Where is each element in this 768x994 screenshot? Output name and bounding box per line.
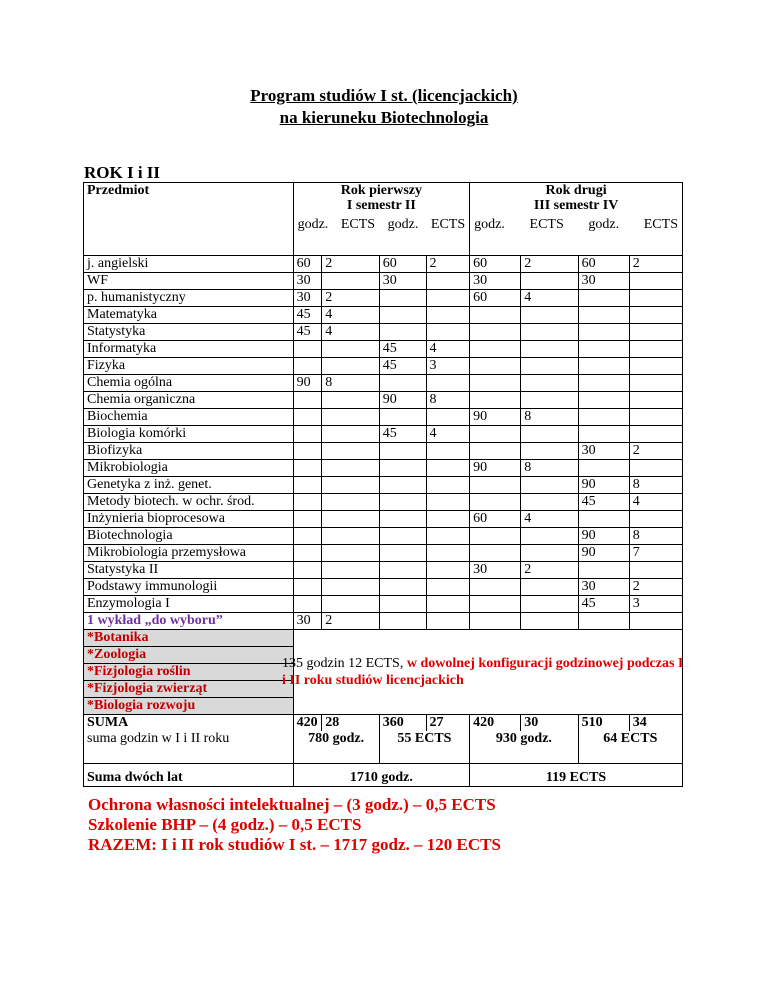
col4-godz-cell	[578, 324, 629, 341]
col4-ects-cell: 2	[629, 443, 682, 460]
subject-row	[84, 460, 683, 477]
col3-godz-cell	[470, 477, 521, 494]
col2-ects-cell	[426, 579, 470, 596]
col1-godz-cell	[293, 477, 322, 494]
col3-ects-cell	[521, 426, 578, 443]
page-title-line-2: na kieruneku Biotechnologia	[279, 108, 489, 127]
col2-ects-cell	[426, 307, 470, 324]
col1-ects-cell	[322, 392, 379, 409]
subject-row	[84, 443, 683, 460]
subject-name: j. angielski	[84, 256, 294, 273]
col1-godz-cell	[293, 579, 322, 596]
col4-godz-cell	[578, 375, 629, 392]
col4-godz-cell: 60	[578, 256, 629, 273]
col3-godz-cell: 60	[470, 511, 521, 528]
col1-ects-cell: 8	[322, 375, 379, 392]
subject-row	[84, 562, 683, 579]
col3-ects-cell	[521, 494, 578, 511]
col2-ects-cell: 3	[426, 358, 470, 375]
subject-row	[84, 579, 683, 596]
col2-godz-cell: 45	[379, 341, 426, 358]
col2-ects-cell	[426, 273, 470, 290]
subject-row	[84, 358, 683, 375]
col3-godz-cell	[470, 341, 521, 358]
col2-godz-cell: 45	[379, 358, 426, 375]
col3-godz-cell: 30	[470, 273, 521, 290]
suma-two-label: Suma dwóch lat	[84, 764, 294, 787]
col3-godz-cell: 90	[470, 460, 521, 477]
col3-ects-cell	[521, 358, 578, 375]
suma-two-ects: 119 ECTS	[470, 764, 683, 787]
footer-line-3: RAZEM: I i II rok studiów I st. – 1717 godz. – 120 ECTS	[88, 835, 501, 854]
col3-godz-cell: 30	[470, 562, 521, 579]
col1-godz-cell	[293, 596, 322, 613]
header-year2	[470, 183, 683, 256]
col2-ects-cell	[426, 596, 470, 613]
subject-row	[84, 511, 683, 528]
col4-godz-cell: 30	[578, 579, 629, 596]
col4-godz-cell	[578, 392, 629, 409]
subject-name: Genetyka z inż. genet.	[84, 477, 294, 494]
elective-zoologia: *Zoologia	[84, 647, 294, 664]
col3-ects-cell	[521, 545, 578, 562]
col4-ects-cell: 2	[629, 256, 682, 273]
col1-ects-cell	[322, 443, 379, 460]
col2-ects-cell	[426, 460, 470, 477]
year1-godz-1: godz.	[297, 217, 329, 232]
col4-godz-cell	[578, 341, 629, 358]
col4-godz-cell: 90	[578, 528, 629, 545]
col1-godz-cell	[293, 545, 322, 562]
col4-godz-cell	[578, 511, 629, 528]
subject-name: Statystyka II	[84, 562, 294, 579]
col4-godz-cell	[578, 358, 629, 375]
col2-ects-cell	[426, 290, 470, 307]
col2-ects-cell	[426, 494, 470, 511]
suma-v8: 34	[629, 715, 682, 732]
suma-v6: 30	[521, 715, 578, 732]
col1-godz-cell: 45	[293, 324, 322, 341]
suma-label: SUMA	[84, 715, 294, 732]
header-year1	[293, 183, 470, 256]
col1-ects-cell	[322, 460, 379, 477]
footer-line-1: Ochrona własności intelektualnej – (3 godz.) – 0,5 ECTS	[88, 795, 496, 814]
col1-godz-cell: 30	[293, 273, 322, 290]
subject-row	[84, 392, 683, 409]
col1-ects-cell	[322, 528, 379, 545]
col4-godz-cell	[578, 290, 629, 307]
col4-ects-cell	[629, 290, 682, 307]
subject-row	[84, 307, 683, 324]
col1-ects-cell	[322, 477, 379, 494]
col3-godz-cell	[470, 426, 521, 443]
col3-ects-cell	[521, 596, 578, 613]
col3-godz-cell	[470, 443, 521, 460]
col3-ects-cell	[521, 528, 578, 545]
col4-godz-cell: 45	[578, 596, 629, 613]
suma-two-hours: 1710 godz.	[293, 764, 470, 787]
col4-ects-cell	[629, 324, 682, 341]
col2-ects-cell	[426, 528, 470, 545]
subject-name: Fizyka	[84, 358, 294, 375]
col3-ects-cell: 4	[521, 290, 578, 307]
col2-ects-cell	[426, 562, 470, 579]
subject-name: Mikrobiologia	[84, 460, 294, 477]
col3-godz-cell	[470, 579, 521, 596]
elective-note	[282, 655, 687, 689]
col4-godz-cell	[578, 460, 629, 477]
subject-name: Inżynieria bioprocesowa	[84, 511, 294, 528]
col3-godz-cell	[470, 324, 521, 341]
col3-ects-cell: 2	[521, 562, 578, 579]
subject-name: Matematyka	[84, 307, 294, 324]
subject-name: Chemia organiczna	[84, 392, 294, 409]
col2-godz-cell	[379, 460, 426, 477]
col4-godz-cell: 30	[578, 273, 629, 290]
col3-ects-cell	[521, 324, 578, 341]
col2-ects-cell	[426, 409, 470, 426]
col1-ects-cell	[322, 596, 379, 613]
subject-row	[84, 477, 683, 494]
col4-ects-cell	[629, 273, 682, 290]
col1-ects-cell: 2	[322, 256, 379, 273]
subject-name: p. humanistyczny	[84, 290, 294, 307]
year1-ects-1: ECTS	[340, 217, 376, 232]
year2-title: Rok drugi	[545, 183, 607, 198]
col3-godz-cell: 60	[470, 290, 521, 307]
subject-name: Statystyka	[84, 324, 294, 341]
col4-godz-cell	[578, 426, 629, 443]
col4-godz-cell: 45	[578, 494, 629, 511]
col2-godz-cell	[379, 375, 426, 392]
year2-godz-2: godz.	[588, 217, 620, 232]
subject-name: Metody biotech. w ochr. środ.	[84, 494, 294, 511]
col1-ects-cell	[322, 426, 379, 443]
subject-row	[84, 341, 683, 358]
header-subject: Przedmiot	[84, 183, 294, 256]
col2-godz-cell	[379, 477, 426, 494]
col2-ects-cell: 2	[426, 256, 470, 273]
col4-godz-cell: 90	[578, 477, 629, 494]
year1-ects: 55 ECTS	[379, 731, 469, 764]
year1-semesters: I semestr II	[346, 198, 416, 213]
year1-godz-2: godz.	[387, 217, 419, 232]
elective-note-red: w dowolnej konfiguracji godzinowej podczas I i II roku studiów licencjackich	[282, 656, 684, 688]
subject-name: Biofizyka	[84, 443, 294, 460]
col2-godz-cell: 45	[379, 426, 426, 443]
col4-godz-cell	[578, 409, 629, 426]
year2-ects-1: ECTS	[529, 217, 564, 232]
col4-godz-cell: 30	[578, 443, 629, 460]
col2-godz-cell	[379, 409, 426, 426]
elective-fizjologia-zwierzat: *Fizjologia zwierząt	[84, 681, 294, 698]
col1-godz-cell	[293, 494, 322, 511]
subject-name: Mikrobiologia przemysłowa	[84, 545, 294, 562]
col2-godz-cell	[379, 494, 426, 511]
col1-ects-cell: 4	[322, 307, 379, 324]
subject-name: Biologia komórki	[84, 426, 294, 443]
col2-godz-cell	[379, 511, 426, 528]
subject-name: Informatyka	[84, 341, 294, 358]
col3-godz-cell	[470, 545, 521, 562]
year2-ects-2: ECTS	[643, 217, 678, 232]
suma-v1: 420	[293, 715, 322, 732]
col3-ects-cell	[521, 392, 578, 409]
col1-ects-cell	[322, 562, 379, 579]
col2-godz-cell	[379, 324, 426, 341]
col3-ects-cell: 8	[521, 409, 578, 426]
col2-godz-cell: 90	[379, 392, 426, 409]
col1-godz-cell	[293, 341, 322, 358]
col4-ects-cell: 4	[629, 494, 682, 511]
col4-ects-cell: 8	[629, 477, 682, 494]
suma-years-label: suma godzin w I i II roku	[84, 731, 294, 764]
col2-godz-cell	[379, 562, 426, 579]
elective-godz: 30	[293, 613, 322, 630]
col3-godz-cell	[470, 375, 521, 392]
col3-ects-cell	[521, 477, 578, 494]
elective-botanika: *Botanika	[84, 630, 294, 647]
year2-semesters: III semestr IV	[533, 198, 619, 213]
elective-ects: 2	[322, 613, 379, 630]
col4-ects-cell	[629, 392, 682, 409]
col2-ects-cell: 4	[426, 426, 470, 443]
col4-ects-cell	[629, 409, 682, 426]
col3-ects-cell: 8	[521, 460, 578, 477]
footer-line-2: Szkolenie BHP – (4 godz.) – 0,5 ECTS	[88, 815, 362, 834]
col1-ects-cell	[322, 545, 379, 562]
elective-note-black: 135 godzin 12 ECTS,	[282, 656, 407, 671]
year1-ects-2: ECTS	[430, 217, 466, 232]
col1-godz-cell: 60	[293, 256, 322, 273]
col3-ects-cell	[521, 307, 578, 324]
col4-ects-cell: 7	[629, 545, 682, 562]
col4-ects-cell	[629, 511, 682, 528]
subject-row	[84, 375, 683, 392]
col1-godz-cell	[293, 426, 322, 443]
col4-ects-cell	[629, 307, 682, 324]
col3-ects-cell: 2	[521, 256, 578, 273]
col2-godz-cell	[379, 596, 426, 613]
col1-godz-cell	[293, 409, 322, 426]
col1-ects-cell	[322, 409, 379, 426]
subject-row	[84, 528, 683, 545]
elective-label: 1 wykład „do wyboru”	[84, 613, 294, 630]
col3-godz-cell: 90	[470, 409, 521, 426]
page-title-line-1: Program studiów I st. (licencjackich)	[250, 86, 518, 105]
col2-ects-cell: 4	[426, 341, 470, 358]
col1-ects-cell	[322, 341, 379, 358]
section-heading: ROK I i II	[84, 163, 161, 182]
suma-v5: 420	[470, 715, 521, 732]
subject-row	[84, 273, 683, 290]
col2-godz-cell	[379, 443, 426, 460]
col2-ects-cell	[426, 477, 470, 494]
col1-godz-cell: 90	[293, 375, 322, 392]
col2-ects-cell	[426, 375, 470, 392]
year2-ects: 64 ECTS	[578, 731, 682, 764]
col4-ects-cell	[629, 341, 682, 358]
program-table	[83, 182, 683, 787]
col4-ects-cell	[629, 562, 682, 579]
col2-godz-cell	[379, 528, 426, 545]
col2-ects-cell	[426, 324, 470, 341]
col1-godz-cell	[293, 392, 322, 409]
col1-godz-cell	[293, 528, 322, 545]
col1-godz-cell	[293, 460, 322, 477]
col4-ects-cell	[629, 426, 682, 443]
col3-ects-cell: 4	[521, 511, 578, 528]
year1-title: Rok pierwszy	[340, 183, 422, 198]
col1-godz-cell: 30	[293, 290, 322, 307]
suma-two-years-row	[84, 764, 683, 787]
col4-ects-cell: 3	[629, 596, 682, 613]
col1-ects-cell	[322, 273, 379, 290]
col2-godz-cell	[379, 290, 426, 307]
col2-ects-cell	[426, 545, 470, 562]
col4-godz-cell: 90	[578, 545, 629, 562]
col3-godz-cell	[470, 528, 521, 545]
suma-years-row	[84, 731, 683, 764]
col2-godz-cell	[379, 545, 426, 562]
col2-godz-cell	[379, 307, 426, 324]
col2-ects-cell: 8	[426, 392, 470, 409]
col1-ects-cell	[322, 358, 379, 375]
col3-ects-cell	[521, 579, 578, 596]
col1-ects-cell	[322, 511, 379, 528]
suma-row	[84, 715, 683, 732]
subject-name: Enzymologia I	[84, 596, 294, 613]
col2-ects-cell	[426, 511, 470, 528]
subject-name: Biochemia	[84, 409, 294, 426]
col1-godz-cell	[293, 562, 322, 579]
col3-godz-cell	[470, 596, 521, 613]
year2-hours: 930 godz.	[470, 731, 579, 764]
col4-godz-cell	[578, 562, 629, 579]
subject-row	[84, 494, 683, 511]
header-row	[84, 183, 683, 256]
col4-ects-cell	[629, 358, 682, 375]
col3-ects-cell	[521, 443, 578, 460]
subject-row	[84, 409, 683, 426]
suma-v4: 27	[426, 715, 470, 732]
col3-godz-cell: 60	[470, 256, 521, 273]
col1-godz-cell: 45	[293, 307, 322, 324]
col1-ects-cell	[322, 494, 379, 511]
col4-godz-cell	[578, 307, 629, 324]
col1-godz-cell	[293, 511, 322, 528]
subject-name: Podstawy immunologii	[84, 579, 294, 596]
subject-name: Biotechnologia	[84, 528, 294, 545]
subject-name: WF	[84, 273, 294, 290]
suma-v7: 510	[578, 715, 629, 732]
col1-ects-cell: 2	[322, 290, 379, 307]
elective-biologia-rozwoju: *Biologia rozwoju	[84, 698, 294, 715]
col3-godz-cell	[470, 358, 521, 375]
suma-v3: 360	[379, 715, 426, 732]
col3-godz-cell	[470, 307, 521, 324]
subject-row	[84, 596, 683, 613]
col2-godz-cell: 60	[379, 256, 426, 273]
col1-ects-cell: 4	[322, 324, 379, 341]
col4-ects-cell: 2	[629, 579, 682, 596]
col3-ects-cell	[521, 273, 578, 290]
subject-name: Chemia ogólna	[84, 375, 294, 392]
subject-row	[84, 426, 683, 443]
year1-hours: 780 godz.	[293, 731, 379, 764]
elective-fizjologia-roslin: *Fizjologia roślin	[84, 664, 294, 681]
subject-row	[84, 256, 683, 273]
col4-ects-cell: 8	[629, 528, 682, 545]
col4-ects-cell	[629, 460, 682, 477]
col2-godz-cell	[379, 579, 426, 596]
year2-godz-1: godz.	[474, 217, 505, 232]
col2-ects-cell	[426, 443, 470, 460]
col1-ects-cell	[322, 579, 379, 596]
col3-godz-cell	[470, 392, 521, 409]
col2-godz-cell: 30	[379, 273, 426, 290]
col1-godz-cell	[293, 358, 322, 375]
subject-row	[84, 290, 683, 307]
col3-ects-cell	[521, 341, 578, 358]
col3-ects-cell	[521, 375, 578, 392]
col4-ects-cell	[629, 375, 682, 392]
elective-row	[84, 613, 683, 630]
col3-godz-cell	[470, 494, 521, 511]
col1-godz-cell	[293, 443, 322, 460]
suma-v2: 28	[322, 715, 379, 732]
subject-rows	[84, 256, 683, 613]
subject-row	[84, 545, 683, 562]
subject-row	[84, 324, 683, 341]
